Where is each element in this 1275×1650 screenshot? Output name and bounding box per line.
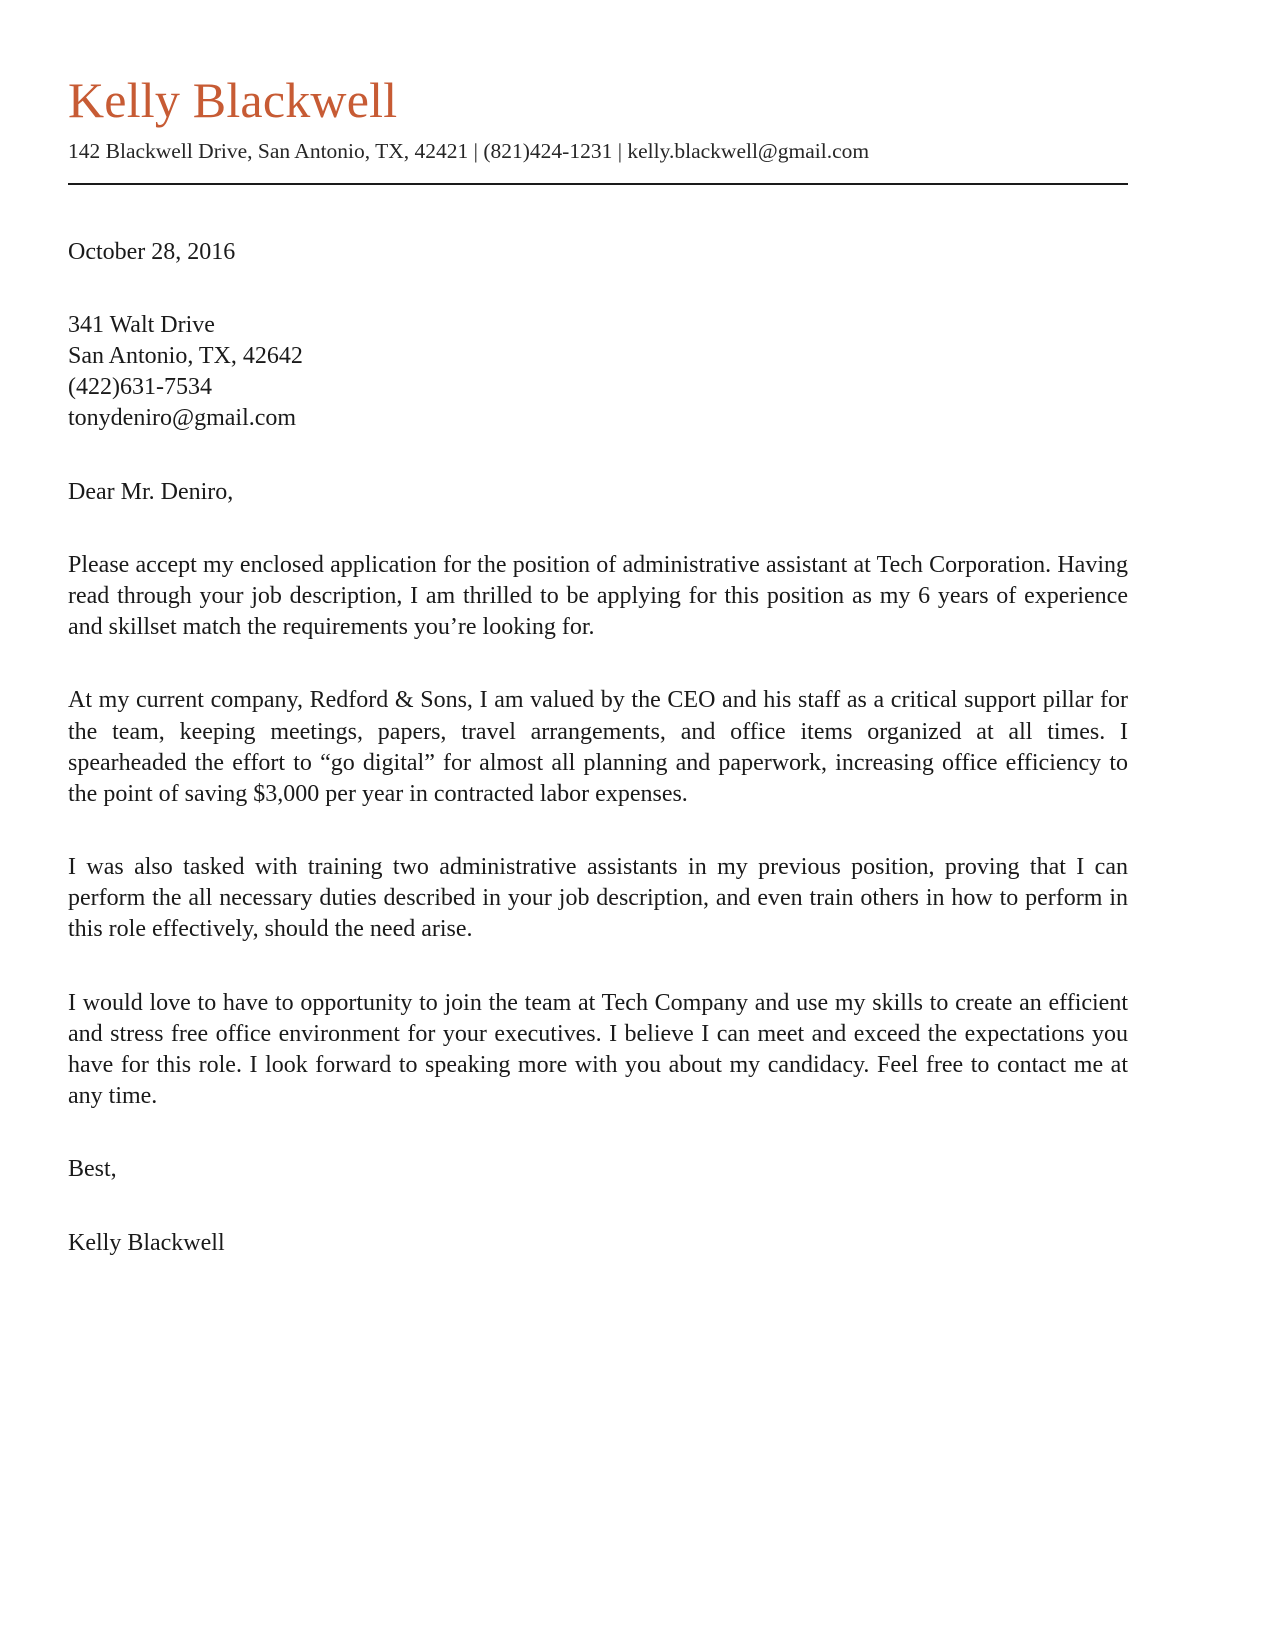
letter-date: October 28, 2016 [68,238,236,265]
body-paragraph-4: I would love to have to opportunity to join the team at Tech Company and use my skills to create an efficient and stress free office environment for your executives. I believe I can meet and exceed the expectations you have for this role. I look forward to speaking more with you about my candidacy. Feel free to contact me at any time. [68,989,1128,1110]
body-paragraph-3: I was also tasked with training two administrative assistants in my previous position, proving that I can perform the all necessary duties described in your job description, and even train others in how to perform in this role effectively, should the need arise. [68,854,1128,943]
header-divider [68,183,1128,185]
salutation: Dear Mr. Deniro, [68,478,234,505]
applicant-contact-line: 142 Blackwell Drive, San Antonio, TX, 42421 | (821)424-1231 | kelly.blackwell@gmail.com [68,138,870,163]
recipient-street: 341 Walt Drive [68,311,215,338]
recipient-address-block [68,310,1128,435]
closing-salutation: Best, [68,1156,117,1183]
body-paragraph-1: Please accept my enclosed application for the position of administrative assistant at Tech Corporation. Having read through your job description, I am thrilled to be applying for this position as my 6 years of experience and skillset match the requirements you’re looking for. [68,551,1128,641]
applicant-name: Kelly Blackwell [68,72,398,128]
body-paragraph-2: At my current company, Redford & Sons, I am valued by the CEO and his staff as a critical support pillar for the team, keeping meetings, papers, travel arrangements, and office items organized at all times. I spearheaded the effort to “go digital” for almost all planning and paperwork, increasing office efficiency to the point of saving $3,000 per year in contracted labor expenses. [68,687,1128,807]
recipient-city-state-zip: San Antonio, TX, 42642 [68,343,303,370]
letter-sheet [68,0,1128,1259]
letter-body [68,237,1128,1259]
recipient-email: tonydeniro@gmail.com [68,405,297,432]
recipient-phone: (422)631-7534 [68,374,212,401]
signature-name: Kelly Blackwell [68,1229,225,1256]
letterhead [68,0,1128,185]
